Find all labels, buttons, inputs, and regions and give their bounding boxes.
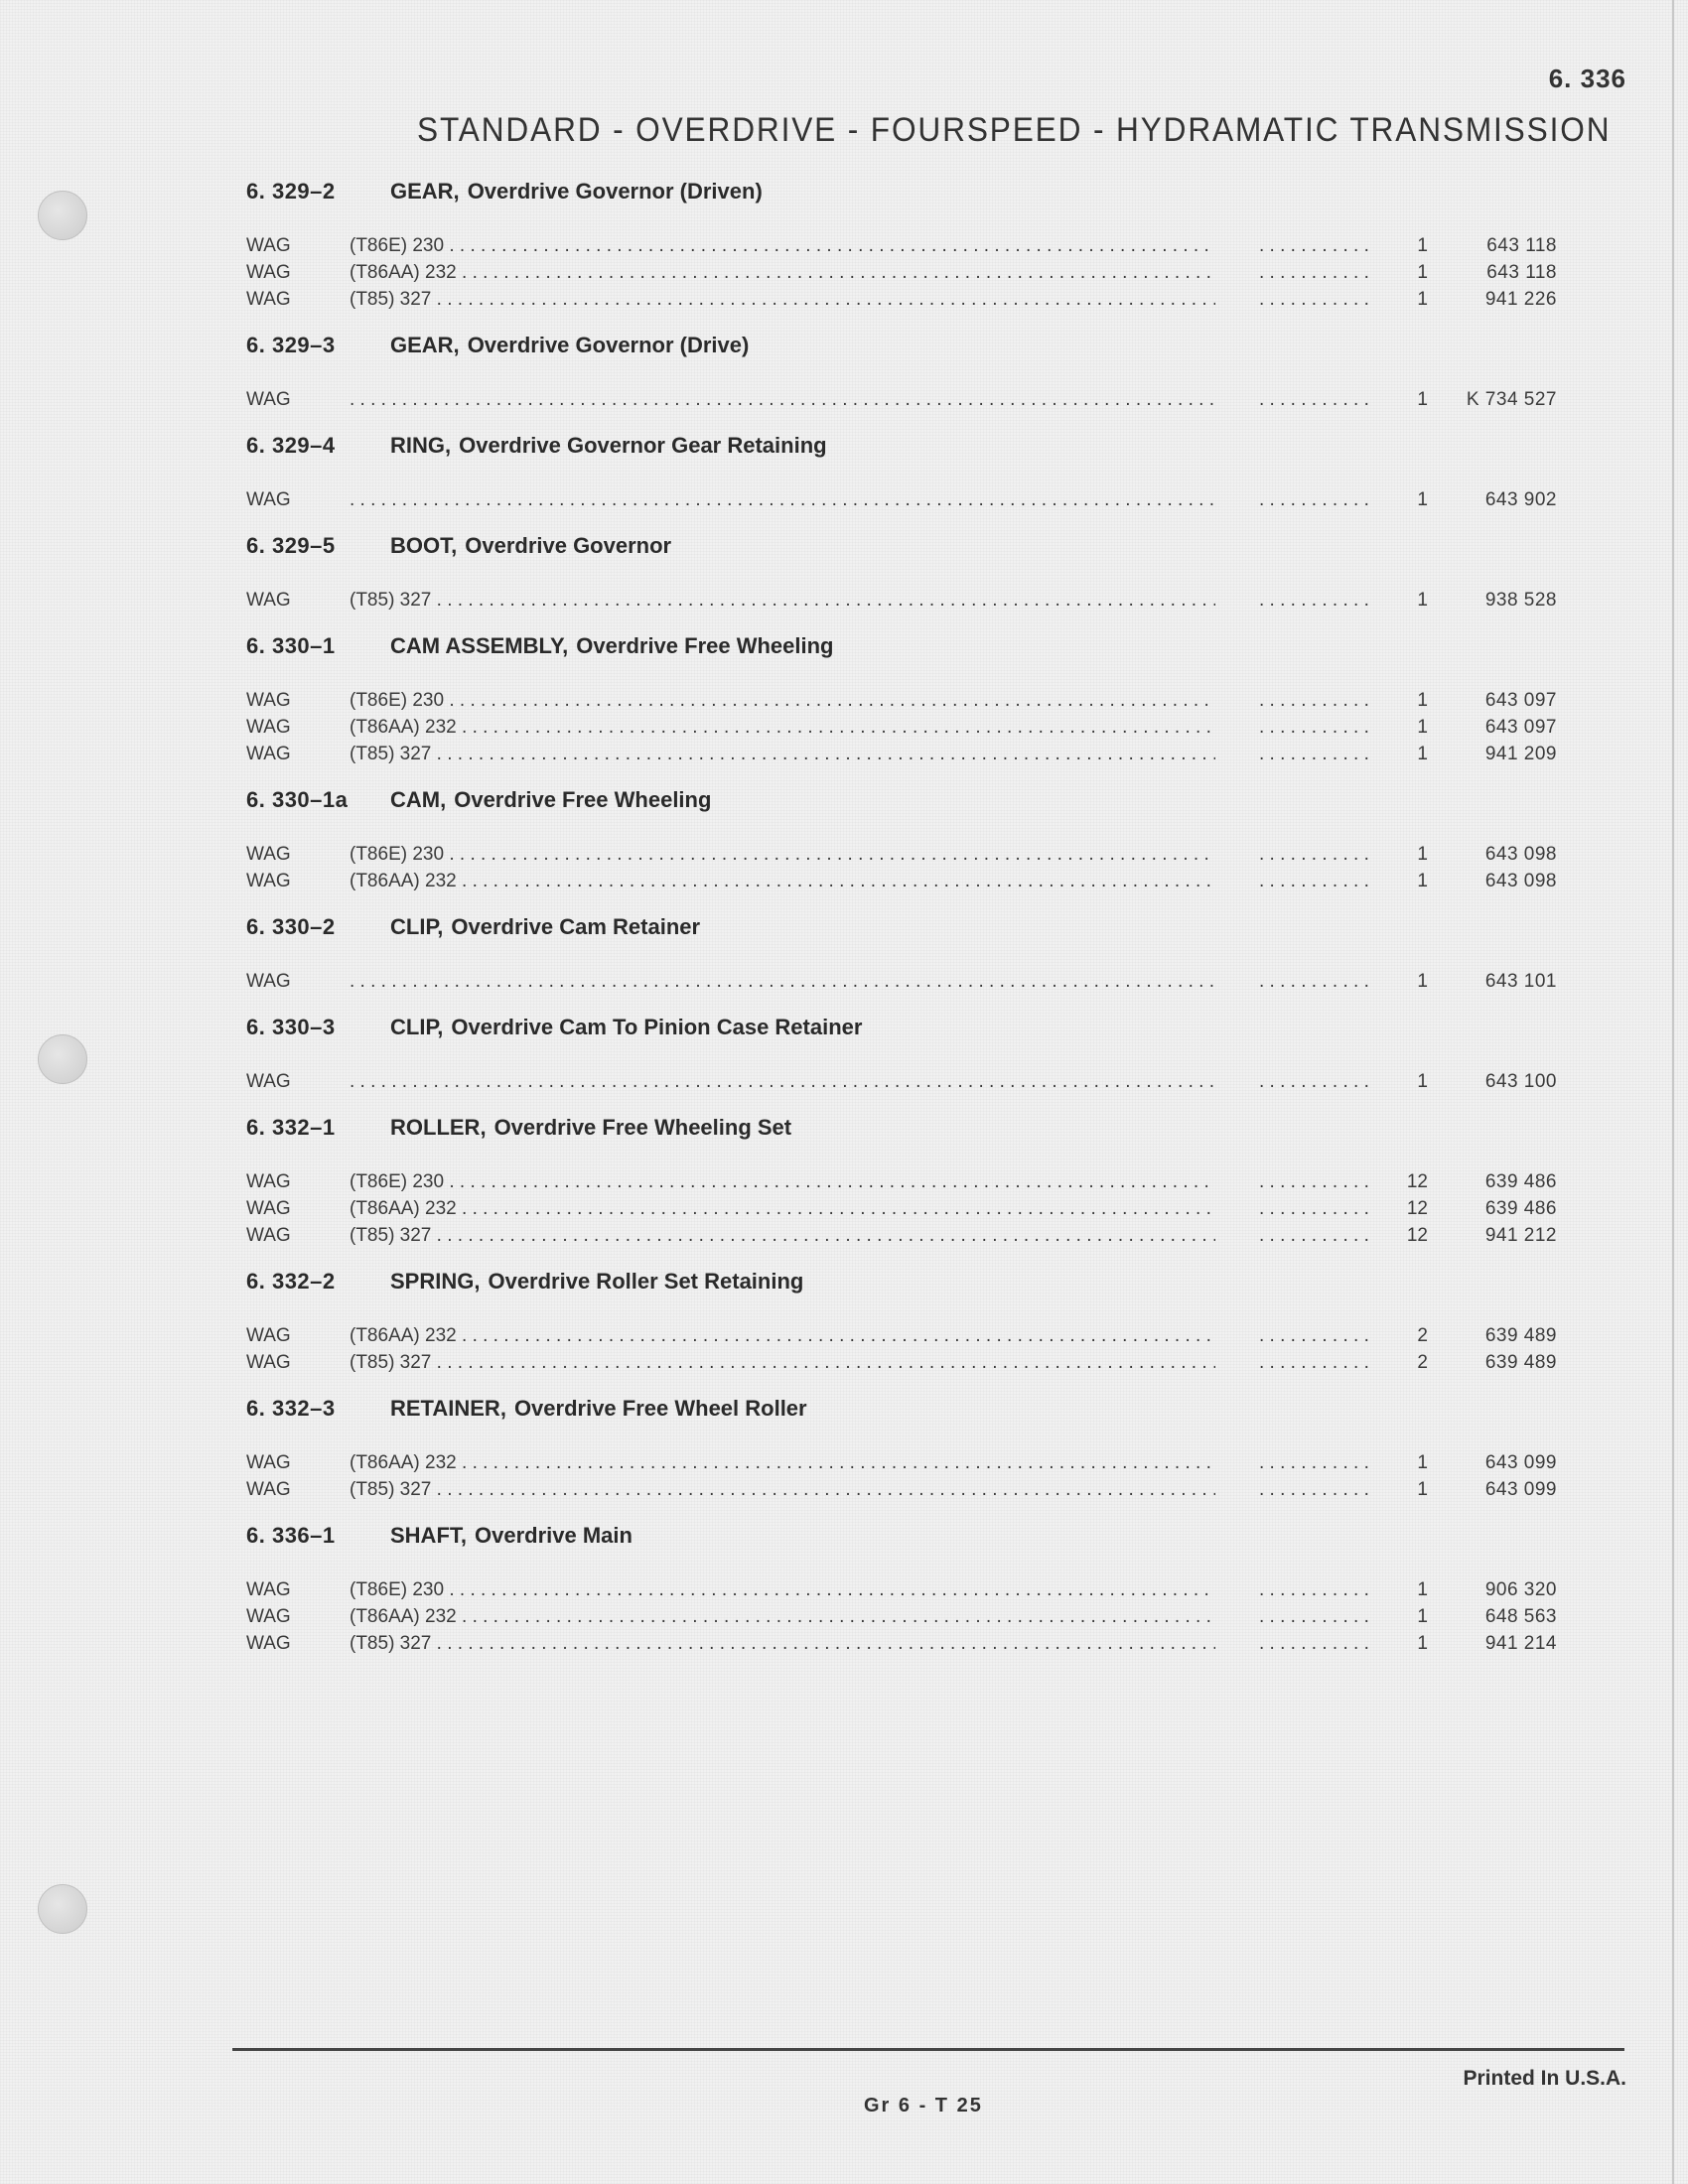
part-name: SHAFT,: [390, 1523, 467, 1548]
part-description: Overdrive Free Wheeling: [576, 633, 834, 658]
quantity: 12: [1406, 1197, 1428, 1219]
list-item: [246, 868, 1557, 894]
section-number: 6. 329–5: [246, 533, 336, 558]
stock-number: 639 486: [1484, 1170, 1557, 1192]
vehicle-model: (T86E) 230 . . .: [350, 844, 1215, 866]
vehicle-model: (T86E) 230 . . .: [350, 690, 1215, 712]
quantity: 1: [1417, 234, 1428, 256]
stock-number: 643 902: [1484, 488, 1557, 510]
section-header: [246, 1265, 1557, 1298]
leader-dots: [1259, 1225, 1368, 1247]
list-item: [246, 968, 1557, 995]
vehicle-model: (T86AA) 232 . . .: [350, 717, 1215, 739]
list-item: [246, 1322, 1557, 1349]
part-section: [246, 175, 1557, 313]
section-number: 6. 330–1a: [246, 787, 349, 812]
leader-dots: [1259, 590, 1368, 612]
leader-dots: [1259, 690, 1368, 712]
leader-dots: [1259, 1198, 1368, 1220]
part-section: [246, 1392, 1557, 1503]
vehicle-make: WAG: [246, 488, 291, 510]
stock-number: 643 099: [1484, 1451, 1557, 1473]
quantity: 1: [1417, 843, 1428, 865]
leader-dots: [1259, 1171, 1368, 1193]
part-name: CLIP,: [390, 1015, 444, 1039]
page-title: STANDARD - OVERDRIVE - FOURSPEED - HYDRAMATIC TRANSMISSION: [417, 111, 1612, 149]
list-item: [246, 841, 1557, 868]
part-section: [246, 1111, 1557, 1249]
leader-dots: [1259, 1071, 1368, 1093]
quantity: 1: [1417, 689, 1428, 711]
stock-number: 643 097: [1484, 716, 1557, 738]
vehicle-model: (T85) 327 . . .: [350, 289, 1215, 311]
vehicle-model: [350, 489, 1215, 511]
leader-dots: [1259, 1352, 1368, 1374]
section-number: 6. 330–2: [246, 914, 336, 939]
section-header: [246, 629, 1557, 663]
vehicle-make: WAG: [246, 1224, 291, 1246]
vehicle-make: WAG: [246, 1070, 291, 1092]
vehicle-make: WAG: [246, 388, 291, 410]
vehicle-make: WAG: [246, 1632, 291, 1654]
leader-dots: [1259, 1479, 1368, 1501]
list-item: [246, 286, 1557, 313]
quantity: 12: [1406, 1170, 1428, 1192]
quantity: 2: [1417, 1324, 1428, 1346]
stock-number: 639 489: [1484, 1324, 1557, 1346]
vehicle-model: (T86E) 230 . . .: [350, 1579, 1215, 1601]
vehicle-make: WAG: [246, 288, 291, 310]
leader-dots: [1259, 289, 1368, 311]
printed-in-usa: Printed In U.S.A.: [1463, 2067, 1626, 2090]
section-header: [246, 783, 1557, 817]
vehicle-make: WAG: [246, 1478, 291, 1500]
part-description: Overdrive Governor (Driven): [467, 179, 763, 204]
part-description: Overdrive Cam Retainer: [451, 914, 701, 939]
stock-number: 643 118: [1486, 261, 1557, 283]
leader-dots: [1259, 262, 1368, 284]
part-section: [246, 529, 1557, 614]
vehicle-make: WAG: [246, 1578, 291, 1600]
section-header: [246, 175, 1557, 208]
vehicle-make: WAG: [246, 716, 291, 738]
quantity: 1: [1417, 1605, 1428, 1627]
list-item: [246, 1476, 1557, 1503]
section-number: 6. 332–3: [246, 1396, 336, 1421]
parts-list: [246, 175, 1557, 1673]
section-header: [246, 1011, 1557, 1044]
stock-number: 643 100: [1484, 1070, 1557, 1092]
section-number: 6. 332–2: [246, 1269, 336, 1294]
leader-dots: [1259, 489, 1368, 511]
vehicle-model: (T86AA) 232 . . .: [350, 262, 1215, 284]
entry-list: [246, 463, 1557, 513]
stock-number: 643 101: [1484, 970, 1557, 992]
list-item: [246, 259, 1557, 286]
part-name: CLIP,: [390, 914, 444, 939]
leader-dots: [1259, 389, 1368, 411]
stock-number: 643 098: [1484, 870, 1557, 891]
leader-dots: [1259, 744, 1368, 765]
list-item: [246, 687, 1557, 714]
stock-number: 643 099: [1484, 1478, 1557, 1500]
stock-number: 941 214: [1484, 1632, 1557, 1654]
leader-dots: [1259, 1579, 1368, 1601]
stock-number: 639 489: [1484, 1351, 1557, 1373]
vehicle-make: WAG: [246, 743, 291, 764]
quantity: 1: [1417, 488, 1428, 510]
part-name: GEAR,: [390, 333, 460, 357]
entry-list: [246, 362, 1557, 413]
section-number: 6. 336–1: [246, 1523, 336, 1548]
part-section: [246, 329, 1557, 413]
part-section: [246, 429, 1557, 513]
part-name: BOOT,: [390, 533, 458, 558]
vehicle-make: WAG: [246, 589, 291, 611]
part-section: [246, 1265, 1557, 1376]
vehicle-make: WAG: [246, 870, 291, 891]
vehicle-model: (T86E) 230 . . .: [350, 235, 1215, 257]
quantity: 1: [1417, 743, 1428, 764]
punch-hole: [38, 1034, 87, 1084]
part-description: Overdrive Cam To Pinion Case Retainer: [451, 1015, 863, 1039]
quantity: 1: [1417, 1451, 1428, 1473]
vehicle-model: [350, 1071, 1215, 1093]
part-description: Overdrive Main: [475, 1523, 633, 1548]
section-number: 6. 330–1: [246, 633, 336, 658]
entry-list: [246, 1553, 1557, 1657]
list-item: [246, 232, 1557, 259]
stock-number: 639 486: [1484, 1197, 1557, 1219]
stock-number: 643 118: [1486, 234, 1557, 256]
quantity: 1: [1417, 1478, 1428, 1500]
part-description: Overdrive Roller Set Retaining: [488, 1269, 804, 1294]
part-section: [246, 910, 1557, 995]
entry-list: [246, 1044, 1557, 1095]
list-item: [246, 386, 1557, 413]
list-item: [246, 1168, 1557, 1195]
entry-list: [246, 944, 1557, 995]
part-description: Overdrive Governor: [465, 533, 672, 558]
vehicle-model: (T86AA) 232 . . .: [350, 871, 1215, 892]
quantity: 1: [1417, 970, 1428, 992]
section-number: 6. 329–4: [246, 433, 336, 458]
part-name: ROLLER,: [390, 1115, 487, 1140]
quantity: 1: [1417, 261, 1428, 283]
list-item: [246, 486, 1557, 513]
list-item: [246, 1630, 1557, 1657]
section-number: 6. 329–3: [246, 333, 336, 357]
page-number: 6. 336: [1548, 64, 1626, 93]
stock-number: 906 320: [1484, 1578, 1557, 1600]
list-item: [246, 1349, 1557, 1376]
vehicle-make: WAG: [246, 1351, 291, 1373]
leader-dots: [1259, 1452, 1368, 1474]
quantity: 2: [1417, 1351, 1428, 1373]
list-item: [246, 741, 1557, 767]
vehicle-model: (T85) 327 . . .: [350, 1352, 1215, 1374]
quantity: 1: [1417, 1578, 1428, 1600]
part-name: SPRING,: [390, 1269, 481, 1294]
vehicle-model: (T86AA) 232 . . .: [350, 1452, 1215, 1474]
leader-dots: [1259, 1606, 1368, 1628]
leader-dots: [1259, 717, 1368, 739]
list-item: [246, 1449, 1557, 1476]
vehicle-model: (T85) 327 . . .: [350, 1225, 1215, 1247]
part-description: Overdrive Free Wheeling: [454, 787, 712, 812]
part-name: CAM ASSEMBLY,: [390, 633, 569, 658]
part-name: RETAINER,: [390, 1396, 506, 1421]
vehicle-make: WAG: [246, 1170, 291, 1192]
quantity: 1: [1417, 870, 1428, 891]
vehicle-model: (T85) 327 . . .: [350, 1479, 1215, 1501]
vehicle-make: WAG: [246, 1197, 291, 1219]
leader-dots: [1259, 1325, 1368, 1347]
entry-list: [246, 1426, 1557, 1503]
part-name: CAM,: [390, 787, 447, 812]
part-section: [246, 1519, 1557, 1657]
entry-list: [246, 1145, 1557, 1249]
vehicle-model: (T85) 327 . . .: [350, 590, 1215, 612]
footer-rule: [232, 2048, 1624, 2051]
quantity: 1: [1417, 589, 1428, 611]
part-name: RING,: [390, 433, 452, 458]
part-section: [246, 1011, 1557, 1095]
leader-dots: [1259, 1633, 1368, 1655]
stock-number: 648 563: [1484, 1605, 1557, 1627]
section-number: 6. 329–2: [246, 179, 336, 204]
stock-number: 941 212: [1484, 1224, 1557, 1246]
vehicle-model: (T86AA) 232 . . .: [350, 1198, 1215, 1220]
quantity: 1: [1417, 1632, 1428, 1654]
vehicle-model: (T86E) 230 . . .: [350, 1171, 1215, 1193]
stock-number: 941 209: [1484, 743, 1557, 764]
list-item: [246, 1576, 1557, 1603]
leader-dots: [1259, 235, 1368, 257]
entry-list: [246, 1298, 1557, 1376]
stock-number: 941 226: [1484, 288, 1557, 310]
section-header: [246, 910, 1557, 944]
vehicle-model: (T86AA) 232 . . .: [350, 1325, 1215, 1347]
vehicle-make: WAG: [246, 1324, 291, 1346]
entry-list: [246, 208, 1557, 313]
part-name: GEAR,: [390, 179, 460, 204]
vehicle-model: (T85) 327 . . .: [350, 1633, 1215, 1655]
section-number: 6. 330–3: [246, 1015, 336, 1039]
part-description: Overdrive Governor Gear Retaining: [459, 433, 827, 458]
section-header: [246, 529, 1557, 563]
section-header: [246, 429, 1557, 463]
quantity: 1: [1417, 288, 1428, 310]
stock-number: 643 098: [1484, 843, 1557, 865]
section-header: [246, 1519, 1557, 1553]
list-item: [246, 1603, 1557, 1630]
group-reference: Gr 6 - T 25: [864, 2095, 983, 2116]
section-number: 6. 332–1: [246, 1115, 336, 1140]
vehicle-make: WAG: [246, 261, 291, 283]
vehicle-make: WAG: [246, 234, 291, 256]
vehicle-make: WAG: [246, 843, 291, 865]
part-description: Overdrive Free Wheel Roller: [513, 1396, 807, 1421]
punch-hole: [38, 191, 87, 240]
section-header: [246, 1111, 1557, 1145]
part-section: [246, 629, 1557, 767]
quantity: 1: [1417, 388, 1428, 410]
list-item: [246, 714, 1557, 741]
vehicle-model: (T86AA) 232 . . .: [350, 1606, 1215, 1628]
quantity: 1: [1417, 1070, 1428, 1092]
section-header: [246, 329, 1557, 362]
part-description: Overdrive Governor (Drive): [467, 333, 750, 357]
vehicle-make: WAG: [246, 1605, 291, 1627]
vehicle-model: [350, 389, 1215, 411]
part-description: Overdrive Free Wheeling Set: [493, 1115, 792, 1140]
list-item: [246, 587, 1557, 614]
quantity: 1: [1417, 716, 1428, 738]
list-item: [246, 1068, 1557, 1095]
section-header: [246, 1392, 1557, 1426]
page-edge: [1672, 0, 1674, 2184]
punch-hole: [38, 1884, 87, 1934]
quantity: 12: [1406, 1224, 1428, 1246]
vehicle-model: [350, 971, 1215, 993]
list-item: [246, 1222, 1557, 1249]
leader-dots: [1259, 971, 1368, 993]
entry-list: [246, 663, 1557, 767]
stock-number: 643 097: [1484, 689, 1557, 711]
leader-dots: [1259, 844, 1368, 866]
vehicle-model: (T85) 327 . . .: [350, 744, 1215, 765]
entry-list: [246, 817, 1557, 894]
list-item: [246, 1195, 1557, 1222]
stock-number: K 734 527: [1466, 388, 1557, 410]
vehicle-make: WAG: [246, 1451, 291, 1473]
entry-list: [246, 563, 1557, 614]
leader-dots: [1259, 871, 1368, 892]
vehicle-make: WAG: [246, 689, 291, 711]
vehicle-make: WAG: [246, 970, 291, 992]
stock-number: 938 528: [1484, 589, 1557, 611]
part-section: [246, 783, 1557, 894]
